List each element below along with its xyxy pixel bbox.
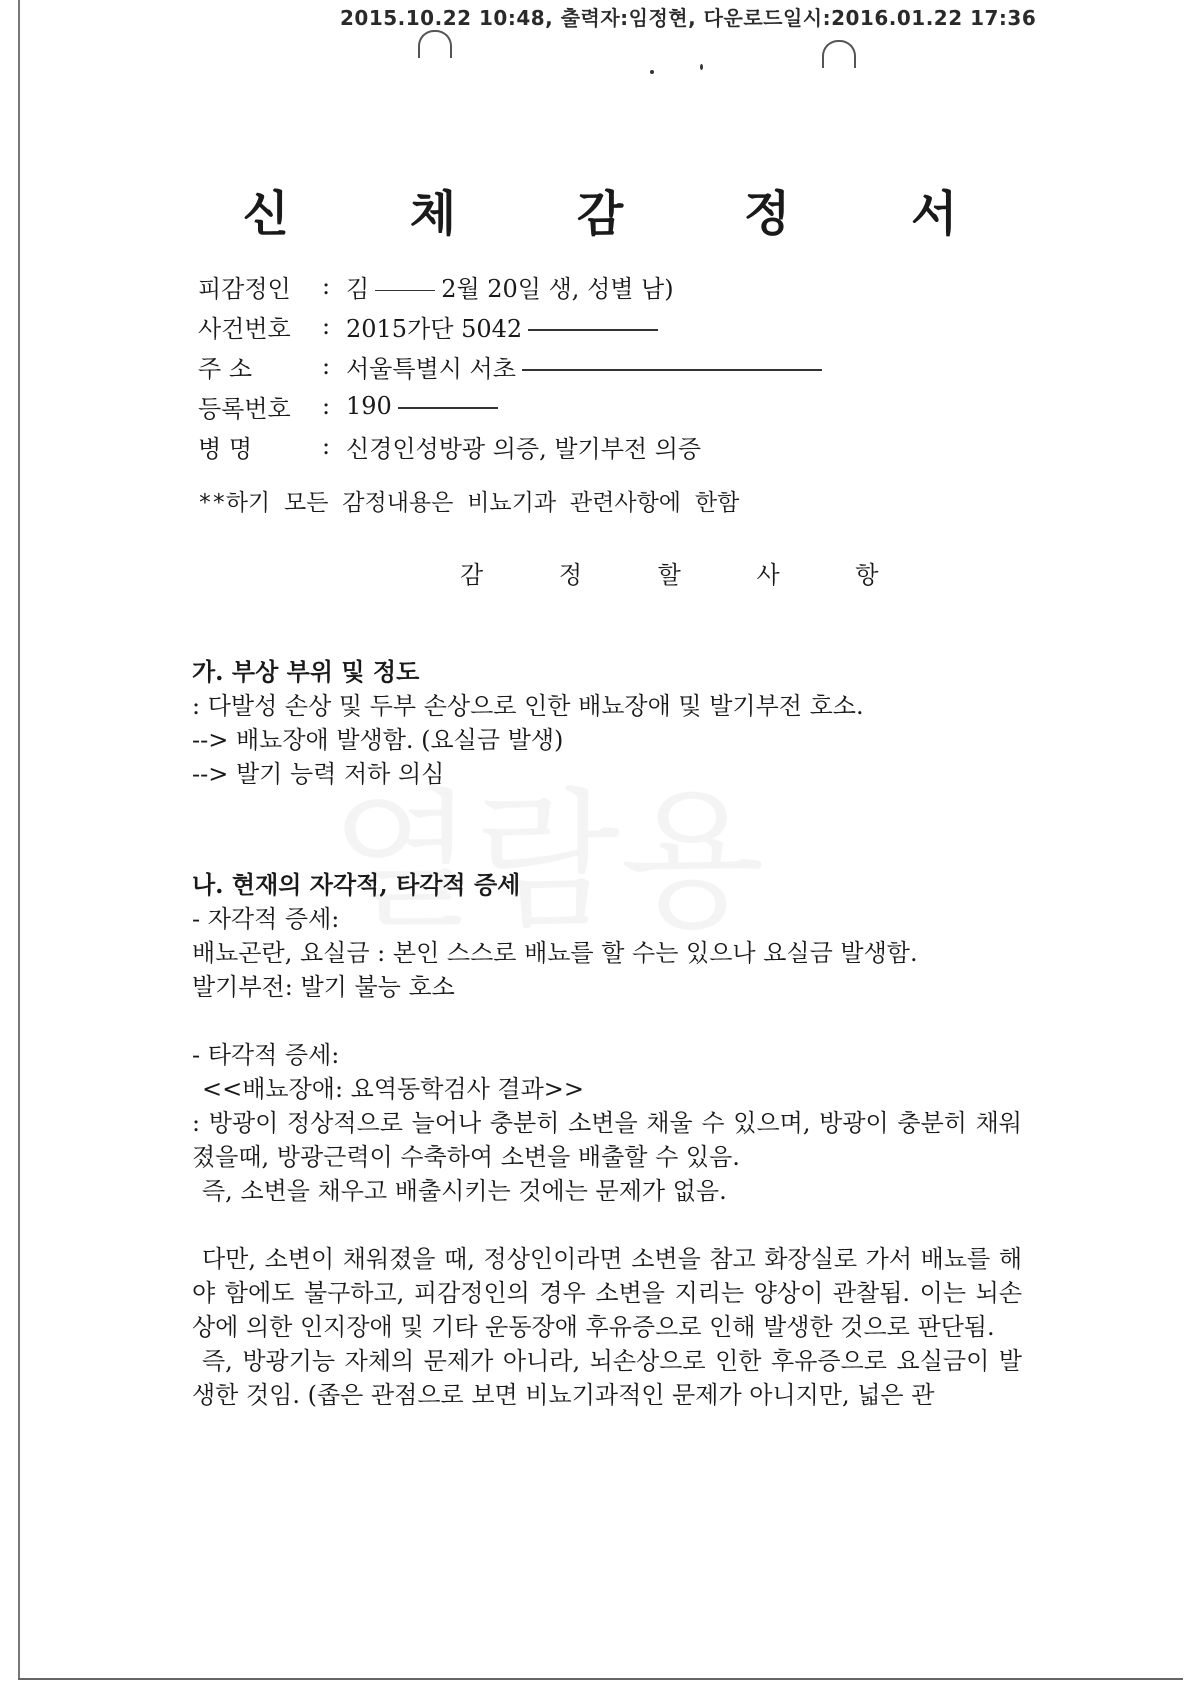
section-b-heading: 나. 현재의 자각적, 타각적 증세 bbox=[192, 870, 521, 899]
section-a-line: : 다발성 손상 및 두부 손상으로 인한 배뇨장애 및 발기부전 호소. bbox=[192, 692, 864, 720]
redaction-mark bbox=[375, 290, 435, 291]
info-colon: : bbox=[321, 392, 331, 420]
info-colon: : bbox=[321, 312, 331, 340]
redaction-mark bbox=[522, 369, 822, 371]
section-a-line: --> 발기 능력 저하 의심 bbox=[192, 760, 445, 788]
info-row-diagnosis bbox=[198, 426, 828, 466]
subjective-label: - 자각적 증세: bbox=[192, 905, 340, 933]
urodynamic-summary: 즉, 소변을 채우고 배출시키는 것에는 문제가 없음. bbox=[202, 1177, 727, 1205]
redaction-mark bbox=[528, 329, 658, 331]
info-value bbox=[346, 269, 674, 304]
urodynamic-text: : 방광이 정상적으로 늘어나 충분히 소변을 채울 수 있으며, 방광이 충분히 채워졌을때, 방광근력이 수축하여 소변을 배출할 수 있음. bbox=[192, 1109, 1022, 1171]
info-colon: : bbox=[321, 352, 331, 380]
info-row-registration bbox=[198, 386, 828, 426]
analysis-paragraph: 다만, 소변이 채워졌을 때, 정상인이라면 소변을 참고 화장실로 가서 배뇨를 해야 함에도 불구하고, 피감정인의 경우 소변을 지리는 양상이 관찰됨. 이는 뇌손상에 의한 인지장애 및 기타 운동장애 후유증으로 인해 발생한 것으로 판단됨. bbox=[192, 1245, 1022, 1341]
info-colon: : bbox=[321, 432, 331, 460]
info-row-examinee bbox=[198, 266, 828, 306]
scan-speck bbox=[700, 64, 703, 70]
section-b bbox=[192, 868, 1022, 1412]
info-value bbox=[346, 349, 828, 384]
section-a-line: --> 배뇨장애 발생함. (요실금 발생) bbox=[192, 726, 564, 754]
spacer bbox=[192, 1004, 1022, 1038]
diagnosis-label: 병 명 bbox=[198, 434, 252, 463]
punch-hole-icon bbox=[418, 30, 452, 58]
address-value: 서울특별시 서초 bbox=[346, 354, 516, 383]
urodynamic-label: <<배뇨장애: 요역동학검사 결과>> bbox=[202, 1075, 584, 1103]
spacer bbox=[192, 1208, 1022, 1242]
scope-note: **하기 모든 감정내용은 비뇨기과 관련사항에 한함 bbox=[198, 490, 740, 516]
info-label bbox=[198, 429, 306, 464]
objective-label: - 타각적 증세: bbox=[192, 1041, 340, 1069]
info-row-case-number bbox=[198, 306, 828, 346]
info-label: 피감정인 bbox=[198, 274, 291, 303]
examinee-birth-sex: 2월 20일 생, 성별 남) bbox=[441, 274, 674, 303]
info-label: 사건번호 bbox=[198, 314, 291, 343]
info-label bbox=[198, 349, 306, 384]
scan-left-edge bbox=[18, 0, 20, 1680]
analysis-paragraph: 즉, 방광기능 자체의 문제가 아니라, 뇌손상으로 인한 후유증으로 요실금이 발생한 것임. (좁은 관점으로 보면 비뇨기과적인 문제가 아니지만, 넓은 관 bbox=[192, 1347, 1022, 1409]
info-label: 등록번호 bbox=[198, 394, 291, 423]
scan-bottom-edge bbox=[18, 1678, 1183, 1680]
examinee-name: 김 bbox=[346, 274, 370, 303]
info-row-address bbox=[198, 346, 828, 386]
redaction-mark bbox=[398, 407, 498, 409]
case-number: 2015가단 5042 bbox=[346, 314, 523, 343]
scan-header-stamp: 2015.10.22 10:48, 출력자:임정현, 다운로드일시:2016.01.22 17:36 bbox=[340, 6, 1037, 30]
section-a-heading: 가. 부상 부위 및 정도 bbox=[192, 657, 420, 686]
subjective-line: 발기부전: 발기 불능 호소 bbox=[192, 973, 455, 1001]
document-title: 신 체 감 정 서 bbox=[242, 186, 1010, 242]
info-value bbox=[346, 309, 664, 344]
address-label: 주 소 bbox=[198, 354, 252, 383]
registration-number: 190 bbox=[346, 392, 392, 420]
subjective-line: 배뇨곤란, 요실금 : 본인 스스로 배뇨를 할 수는 있으나 요실금 발생함. bbox=[192, 939, 918, 967]
scan-speck bbox=[650, 70, 654, 74]
section-a bbox=[192, 655, 1022, 791]
info-value bbox=[346, 392, 504, 420]
section-heading: 감 정 할 사 항 bbox=[460, 561, 913, 589]
info-colon: : bbox=[321, 272, 331, 300]
punch-hole-icon bbox=[822, 40, 856, 68]
case-info-table bbox=[198, 266, 828, 466]
diagnosis-value: 신경인성방광 의증, 발기부전 의증 bbox=[346, 434, 702, 463]
